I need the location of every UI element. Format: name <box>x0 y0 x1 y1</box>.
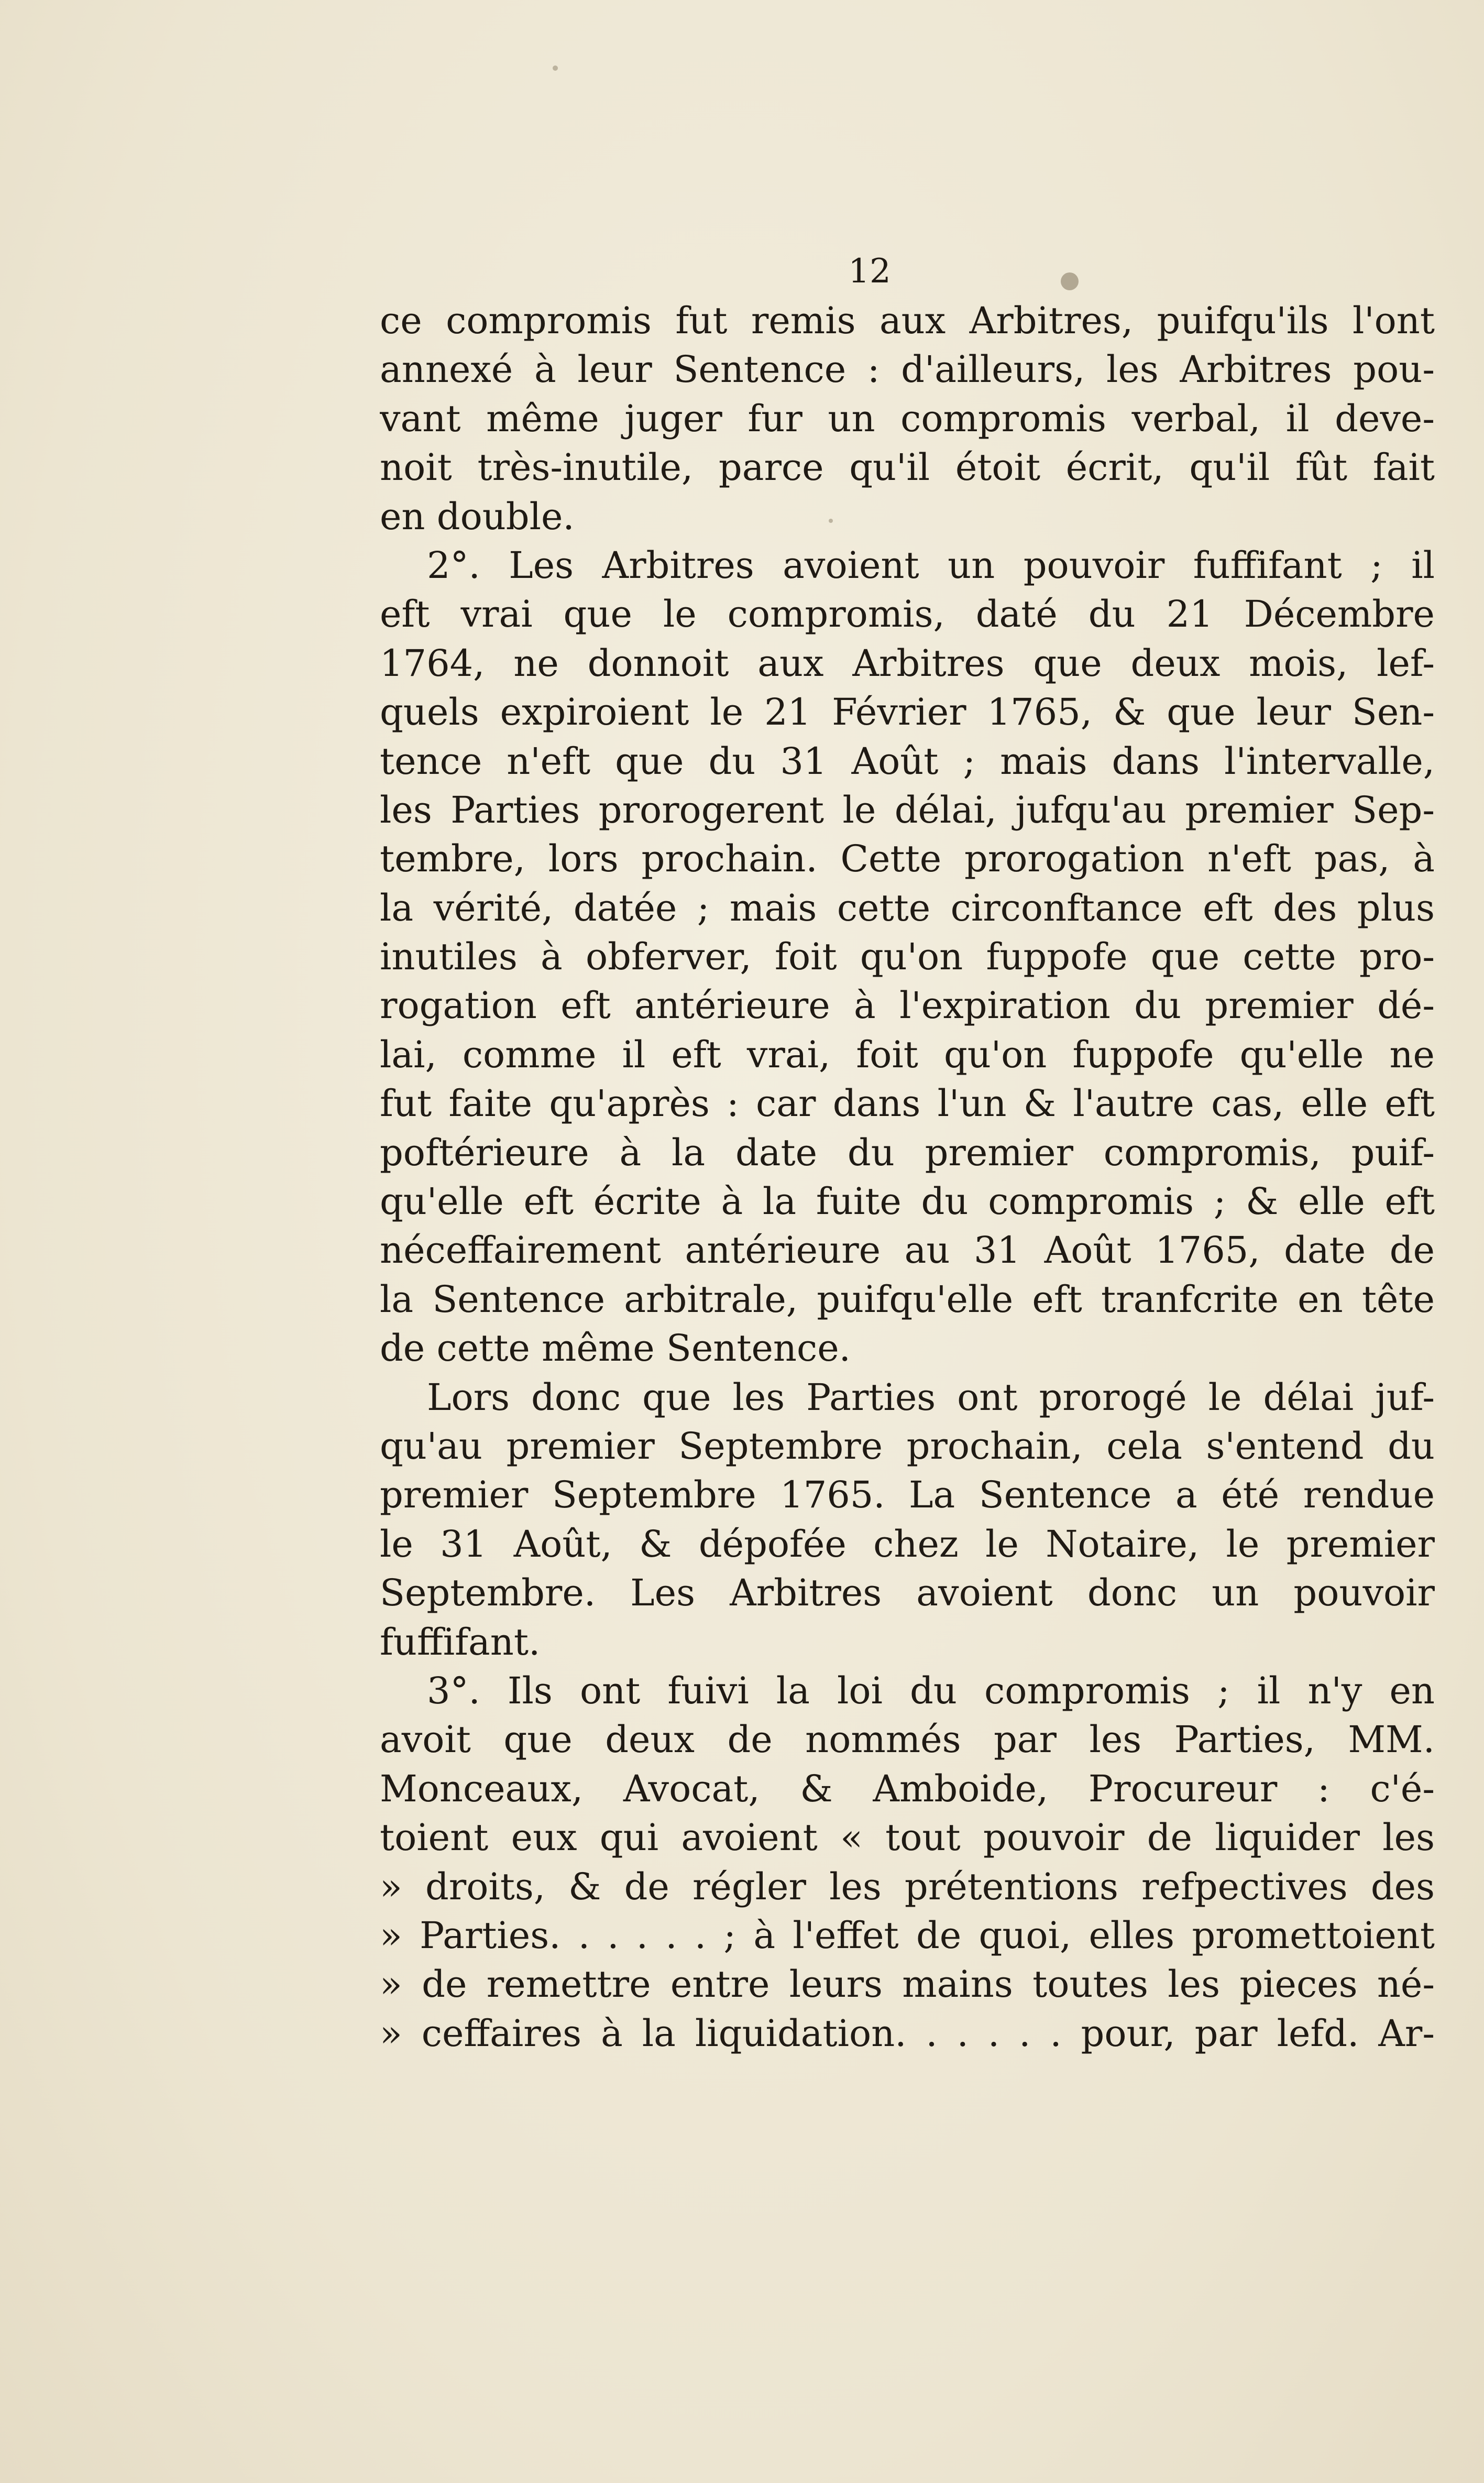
text-line: toient eux qui avoient « tout pouvoir de liquider les <box>380 1816 1435 1859</box>
text-line: rogation eft antérieure à l'expiration du premier dé- <box>380 984 1435 1027</box>
text-line: fut faite qu'après : car dans l'un & l'autre cas, elle eft <box>380 1082 1435 1125</box>
text-line: noit très-inutile, parce qu'il étoit écrit, qu'il fût fait <box>380 446 1435 489</box>
text-line: 2°. Les Arbitres avoient un pouvoir fuffifant ; il <box>427 543 1435 587</box>
body-text <box>380 297 1435 2058</box>
text-line: le 31 Août, & dépofée chez le Notaire, le premier <box>380 1522 1435 1566</box>
text-line: la Sentence arbitrale, puifqu'elle eft tranfcrite en tête <box>380 1277 1435 1321</box>
text-line: quels expiroient le 21 Février 1765, & que leur Sen- <box>380 691 1435 734</box>
text-line: premier Septembre 1765. La Sentence a été rendue <box>380 1473 1435 1517</box>
text-line: qu'elle eft écrite à la fuite du compromis ; & elle eft <box>380 1180 1435 1223</box>
text-line: lai, comme il eft vrai, foit qu'on fuppofe qu'elle ne <box>380 1033 1435 1076</box>
ink-spot <box>553 65 558 71</box>
text-line: Septembre. Les Arbitres avoient donc un pouvoir <box>380 1571 1435 1615</box>
ink-spot <box>1061 272 1079 290</box>
text-line: ce compromis fut remis aux Arbitres, puifqu'ils l'ont <box>380 299 1435 342</box>
text-line: la vérité, datée ; mais cette circonftance eft des plus <box>380 886 1435 929</box>
text-line: tembre, lors prochain. Cette prorogation n'eft pas, à <box>380 837 1435 881</box>
text-line: annexé à leur Sentence : d'ailleurs, les Arbitres pou- <box>380 348 1435 391</box>
text-line: de cette même Sentence. <box>380 1327 851 1370</box>
text-line: » droits, & de régler les prétentions refpectives des <box>380 1865 1435 1908</box>
text-line: » Parties. . . . . . ; à l'effet de quoi, elles promettoient <box>380 1913 1435 1957</box>
text-line: tence n'eft que du 31 Août ; mais dans l'intervalle, <box>380 739 1435 783</box>
text-line: fuffifant. <box>380 1620 541 1664</box>
text-line: inutiles à obferver, foit qu'on fuppofe que cette pro- <box>380 935 1435 979</box>
text-line: » ceffaires à la liquidation. . . . . . pour, par lefd. Ar- <box>380 2011 1435 2055</box>
text-line: avoit que deux de nommés par les Parties, MM. <box>380 1718 1435 1762</box>
text-line: 3°. Ils ont fuivi la loi du compromis ; il n'y en <box>427 1669 1435 1712</box>
text-line: vant même juger fur un compromis verbal, il deve- <box>380 397 1435 440</box>
text-line: les Parties prorogerent le délai, jufqu'au premier Sep- <box>380 788 1435 832</box>
text-line: 1764, ne donnoit aux Arbitres que deux mois, lef- <box>380 641 1435 685</box>
text-line: qu'au premier Septembre prochain, cela s'entend du <box>380 1424 1435 1468</box>
text-line: Lors donc que les Parties ont prorogé le délai juf- <box>427 1375 1435 1419</box>
text-line: poftérieure à la date du premier compromis, puif- <box>380 1131 1435 1174</box>
page-number: 12 <box>848 252 891 291</box>
text-line: » de remettre entre leurs mains toutes les pieces né- <box>380 1963 1435 2006</box>
text-line: en double. <box>380 495 575 538</box>
text-line: eft vrai que le compromis, daté du 21 Décembre <box>380 593 1435 636</box>
text-line: Monceaux, Avocat, & Amboide, Procureur : c'é- <box>380 1767 1435 1810</box>
text-line: néceffairement antérieure au 31 Août 1765, date de <box>380 1229 1435 1272</box>
